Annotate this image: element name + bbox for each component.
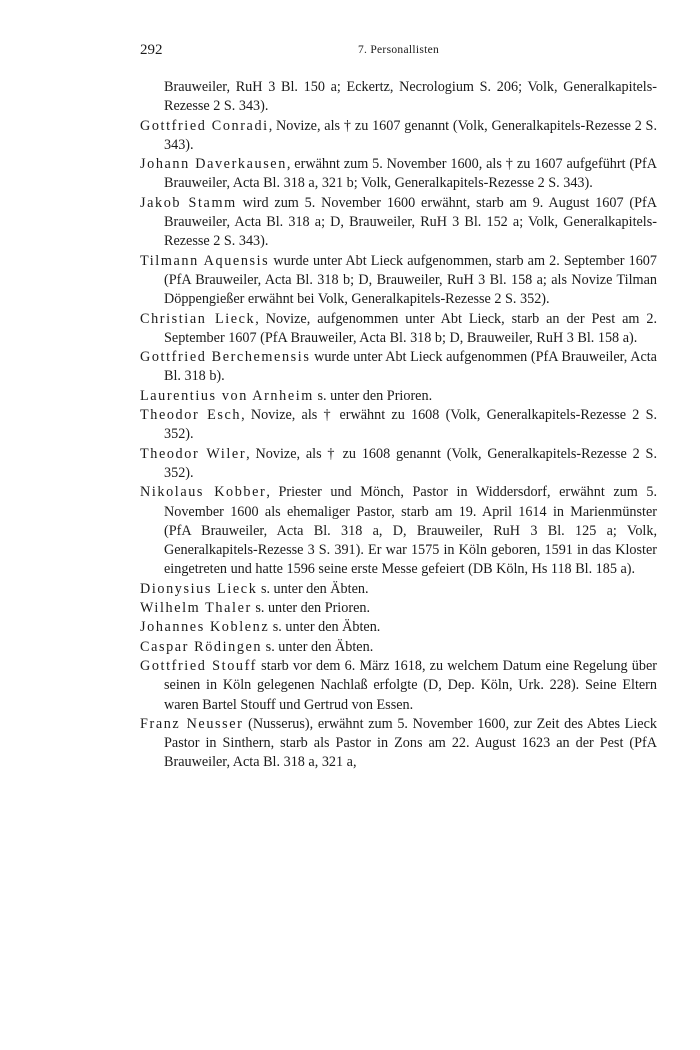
entry-name: Dionysius Lieck — [140, 580, 258, 597]
entry-name: Gottfried Conradi — [140, 117, 269, 134]
entry-name: Franz Neusser — [140, 715, 244, 732]
entry-text: s. unter den Prioren. — [313, 387, 433, 404]
list-entry — [140, 638, 657, 657]
entry-text: , Novize, aufgenommen unter Abt Lieck, starb an der Pest am 2. September 1607 (PfA Brauweiler, Acta Bl. 318 b; D, Brauweiler, RuH 3 Bl. 158 a). — [164, 310, 657, 346]
entry-text: s. unter den Prioren. — [251, 600, 371, 617]
page-header — [140, 42, 657, 62]
personnel-list — [140, 78, 657, 773]
entry-name: Tilmann Aquensis — [140, 252, 270, 269]
entry-name: Gottfried Berchemensis — [140, 349, 311, 366]
entry-name: Johann Daverkausen — [140, 156, 287, 173]
entry-name: Caspar Rödingen — [140, 638, 263, 655]
entry-name: Nikolaus Kobber — [140, 484, 267, 501]
list-entry — [140, 117, 657, 156]
entry-text: s. unter den Äbten. — [262, 638, 374, 655]
entry-text: wird zum 5. November 1600 erwähnt, starb am 9. August 1607 (PfA Brauweiler, Acta Bl. 318 a; D, Brauweiler, RuH 3 Bl. 152 a; Volk, Generalkapitels-Rezesse 2 S. 343). — [164, 194, 657, 250]
entry-name: Jakob Stamm — [140, 194, 237, 211]
list-entry — [140, 483, 657, 579]
entry-text: Brauweiler, RuH 3 Bl. 150 a; Eckertz, Necrologium S. 206; Volk, Generalkapitels-Rezesse 2 S. 343). — [164, 79, 657, 115]
list-entry — [140, 78, 657, 117]
entry-name: Gottfried Stouff — [140, 657, 257, 674]
entry-text: , Novize, als † zu 1607 genannt (Volk, Generalkapitels-Rezesse 2 S. 343). — [164, 117, 657, 153]
list-entry — [140, 194, 657, 252]
list-entry — [140, 657, 657, 715]
list-entry — [140, 580, 657, 599]
entry-text: (Nusserus), erwähnt zum 5. November 1600, zur Zeit des Abtes Lieck Pastor in Sinthern, starb als Pastor in Zons am 22. August 1623 an der Pest (PfA Brauweiler, Acta Bl. 318 a, 321 a, — [164, 715, 657, 771]
entry-text: wurde unter Abt Lieck aufgenommen (PfA Brauweiler, Acta Bl. 318 b). — [164, 349, 657, 385]
entry-text: s. unter den Äbten. — [269, 619, 381, 636]
entry-text: , Priester und Mönch, Pastor in Widdersdorf, erwähnt zum 5. November 1600 als ehemaliger Pastor, starb am 19. April 1614 in Marienmünster (PfA Brauweiler, Acta Bl. 318 a, D, Brauweiler, RuH 3 Bl. 125 a; Volk, Generalkapitels-Rezesse 3 S. 391). Er war 1575 in Köln geboren, 1591 in das Kloster eingetreten und hatte 1596 seine erste Messe gefeiert (DB Köln, Hs 118 Bl. 185 a). — [164, 484, 657, 578]
list-entry — [140, 310, 657, 349]
list-entry — [140, 252, 657, 310]
page-number: 292 — [140, 42, 163, 58]
entry-text: , erwähnt zum 5. November 1600, als † zu 1607 aufgeführt (PfA Brauweiler, Acta Bl. 318 a, 321 b; Volk, Generalkapitels-Rezesse 2 S. 343). — [164, 156, 657, 192]
entry-text: , Novize, als † zu 1608 genannt (Volk, Generalkapitels-Rezesse 2 S. 352). — [164, 445, 657, 481]
entry-name: Johannes Koblenz — [140, 619, 270, 636]
list-entry — [140, 445, 657, 484]
entry-text: starb vor dem 6. März 1618, zu welchem Datum eine Regelung über seinen in Köln gelegenen Nachlaß erfolgte (D, Dep. Köln, Urk. 228). Seine Eltern waren Bartel Stouff und Gertrud von Essen. — [164, 657, 657, 713]
entry-text: wurde unter Abt Lieck aufgenommen, starb am 2. September 1607 (PfA Brauweiler, Acta Bl. 318 b; D, Brauweiler, RuH 3 Bl. 158 a; als Novize Tilman Döppengießer erwähnt bei Volk, Generalkapitels-Rezesse 2 S. 352). — [164, 252, 657, 308]
list-entry — [140, 155, 657, 194]
entry-text: s. unter den Äbten. — [257, 580, 369, 597]
list-entry — [140, 387, 657, 406]
entry-name: Christian Lieck — [140, 310, 256, 327]
list-entry — [140, 715, 657, 773]
list-entry — [140, 406, 657, 445]
entry-name: Wilhelm Thaler — [140, 600, 252, 617]
entry-name: Theodor Esch — [140, 407, 242, 424]
list-entry — [140, 618, 657, 637]
list-entry — [140, 348, 657, 387]
running-head: 7. Personallisten — [357, 44, 440, 56]
entry-name: Laurentius von Arnheim — [140, 387, 314, 404]
entry-name: Theodor Wiler — [140, 445, 247, 462]
list-entry — [140, 599, 657, 618]
entry-text: , Novize, als † erwähnt zu 1608 (Volk, Generalkapitels-Rezesse 2 S. 352). — [164, 407, 658, 443]
